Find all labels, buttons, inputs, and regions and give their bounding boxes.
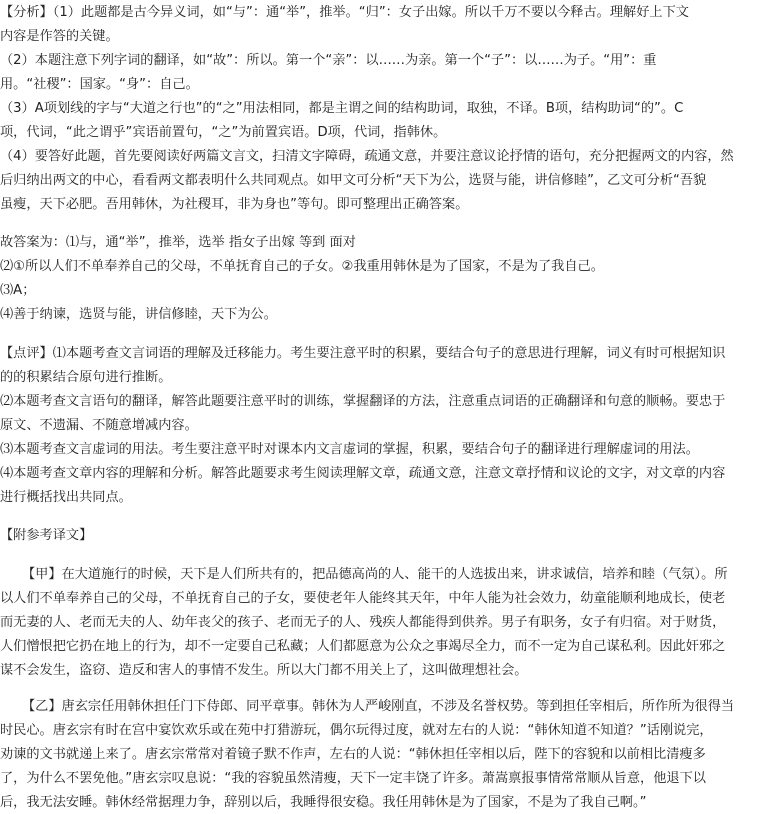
jia-line-4: 人们憎恨把它扔在地上的行为，却不一定要自己私藏；人们都愿意为公众之事竭尽全力，而不一定为自己谋私利。因此奸邪之 xyxy=(0,639,726,654)
answer-line-2: ⑵①所以人们不单奉养自己的父母，不单抚育自己的子女。②我重用韩休是为了国家，不是为了我自己。 xyxy=(0,259,604,274)
answer-line-4: ⑷善于纳谏，选贤与能，讲信修睦，天下为公。 xyxy=(0,307,277,322)
jia-line-1: 【甲】在大道施行的时候，天下是人们所共有的，把品德高尚的人、能干的人选拔出来，讲求诚信，培养和睦（气氛）。所 xyxy=(22,567,728,582)
comment-line-6: ⑷本题考查文章内容的理解和分析。解答此题要求考生阅读理解文章，疏通文意，注意文章抒情和议论的文字，对文章的内容 xyxy=(0,466,726,481)
comment-line-1: 【点评】⑴本题考查文言词语的理解及迁移能力。考生要注意平时的积累，要结合句子的意思进行理解，词义有时可根据知识 xyxy=(0,346,726,361)
comment-line-4: 原文、不遗漏、不随意增减内容。 xyxy=(0,418,198,433)
answer-line-1: 故答案为：⑴与，通“举”，推举，选举 指女子出嫁 等到 面对 xyxy=(0,235,356,250)
analysis-line-6: 项，代词，“此之谓乎”宾语前置句，“之”为前置宾语。D项，代词，指韩休。 xyxy=(0,125,447,140)
analysis-line-7: （4）要答好此题，首先要阅读好两篇文言文，扫清文字障碍，疏通文意，并要注意议论抒情的语句，充分把握两文的内容，然 xyxy=(0,149,734,164)
analysis-line-4: 用。“社稷”：国家。“身”：自己。 xyxy=(0,77,199,92)
analysis-line-1: 【分析】（1）此题都是古今异义词，如“与”：通“举”，推举。“归”：女子出嫁。所以千万不要以今释古。理解好上下文 xyxy=(0,5,689,20)
comment-line-2: 的的积累结合原句进行推断。 xyxy=(0,370,172,385)
yi-line-4: 了，为什么不罢免他。”唐玄宗叹息说：“我的容貌虽然清瘦，天下一定丰饶了许多。萧嵩禀报事情常常顺从旨意，他退下以 xyxy=(0,771,706,786)
comment-line-3: ⑵本题考查文言语句的翻译，解答此题要注意平时的训练，掌握翻译的方法，注意重点词语的正确翻译和句意的顺畅。要忠于 xyxy=(0,394,726,409)
yi-line-2: 时民心。唐玄宗有时在宫中宴饮欢乐或在苑中打猎游玩，偶尔玩得过度，就对左右的人说：“韩休知道不知道？”话刚说完， xyxy=(0,723,713,738)
jia-line-5: 谋不会发生，盗窃、造反和害人的事情不发生。所以大门都不用关上了，这叫做理想社会。 xyxy=(0,663,528,678)
jia-line-2: 以人们不单奉养自己的父母，不单抚育自己的子女，要使老年人能终其天年，中年人能为社会效力，幼童能顺利地成长，使老 xyxy=(0,591,726,606)
reference-heading: 【附参考译文】 xyxy=(0,528,93,543)
analysis-line-8: 后归纳出两文的中心，看看两文都表明什么共同观点。如甲文可分析“天下为公，选贤与能，讲信修睦”，乙文可分析“吾貌 xyxy=(0,173,707,188)
yi-line-3: 劝谏的文书就递上来了。唐玄宗常常对着镜子默不作声，左右的人说：“韩休担任宰相以后，陛下的容貌和以前相比清瘦多 xyxy=(0,747,706,762)
jia-line-3: 而无妻的人、老而无夫的人、幼年丧父的孩子、老而无子的人、残疾人都能得到供养。男子有职务，女子有归宿。对于财货， xyxy=(0,615,726,630)
answer-line-3: ⑶A； xyxy=(0,283,36,298)
analysis-line-5: （3）A项划线的字与“大道之行也”的“之”用法相同，都是主谓之间的结构助词，取独，不译。B项，结构助词“的”。C xyxy=(0,101,684,116)
comment-line-7: 进行概括找出共同点。 xyxy=(0,490,132,505)
analysis-line-9: 虽瘦，天下必肥。吾用韩休，为社稷耳，非为身也”等句。即可整理出正确答案。 xyxy=(0,197,469,212)
yi-line-5: 后，我无法安睡。韩休经常据理力争，辞别以后，我睡得很安稳。我任用韩休是为了国家，不是为了我自己啊。” xyxy=(0,795,647,810)
analysis-line-3: （2）本题注意下列字词的翻译，如“故”：所以。第一个“亲”：以……为亲。第一个“子”：以……为子。“用”：重 xyxy=(0,53,657,68)
analysis-line-2: 内容是作答的关键。 xyxy=(0,29,119,44)
yi-line-1: 【乙】唐玄宗任用韩休担任门下侍郎、同平章事。韩休为人严峻刚直，不涉及名誉权势。等到担任宰相后，所作所为很得当 xyxy=(22,699,735,714)
comment-line-5: ⑶本题考查文言虚词的用法。考生要注意平时对课本内文言虚词的掌握，积累，要结合句子的翻译进行理解虚词的用法。 xyxy=(0,442,699,457)
